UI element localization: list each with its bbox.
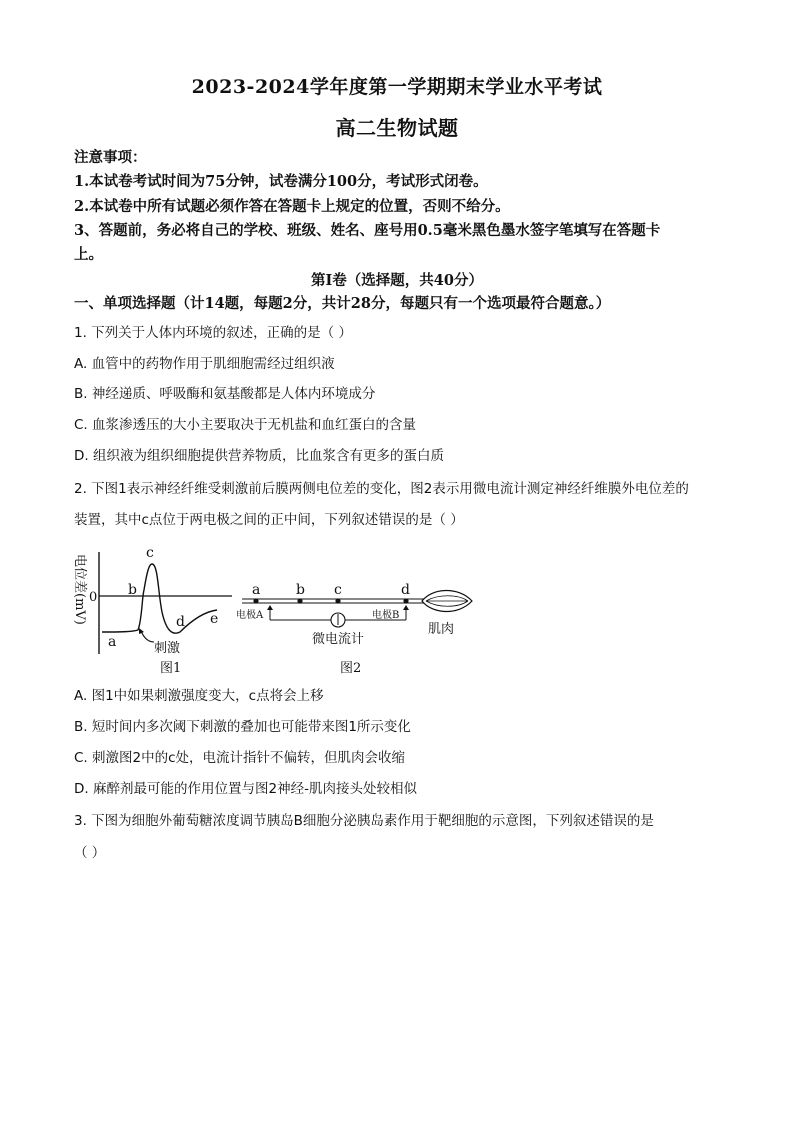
notice-heading: 注意事项：	[74, 149, 147, 166]
figure-2-electrode-a-arrow	[267, 605, 273, 610]
figure-2-point-d	[403, 598, 408, 603]
subject-title: 高二生物试题	[335, 116, 459, 140]
question-2-option-d: D. 麻醉剂最可能的作用位置与图2神经-肌肉接头处较相似	[74, 781, 417, 797]
notice-item-2: 2.本试卷中所有试题必须作答在答题卡上规定的位置，否则不给分。	[74, 198, 510, 215]
figure-2-caption: 图2	[340, 661, 362, 676]
figure-2-muscle-label: 肌肉	[428, 622, 455, 637]
figure-1-label-b: b	[128, 582, 137, 598]
figure-2-electrode-b-arrow	[403, 605, 409, 610]
figure-2	[236, 580, 476, 680]
figure-1-potential-curve	[102, 564, 217, 633]
question-2-stem-line-2: 装置，其中c点位于两电极之间的正中间，下列叙述错误的是（ ）	[74, 512, 464, 528]
figure-2-point-b	[297, 598, 302, 603]
figure-2-electrode-b-label: 电极B	[372, 610, 400, 621]
figure-1	[62, 542, 242, 680]
question-1-option-a: A. 血管中的药物作用于肌细胞需经过组织液	[74, 356, 335, 372]
figure-2-point-a	[253, 598, 258, 603]
figure-1-zero-label: 0	[89, 590, 98, 605]
question-3-stem-line-2: （ ）	[74, 845, 106, 861]
question-1-stem: 1. 下列关于人体内环境的叙述，正确的是（ ）	[74, 325, 352, 341]
figure-1-label-e: e	[210, 611, 219, 627]
question-1-option-b: B. 神经递质、呼吸酶和氨基酸都是人体内环境成分	[74, 386, 376, 402]
question-2-option-b: B. 短时间内多次阈下刺激的叠加也可能带来图1所示变化	[74, 719, 411, 735]
figure-1-stimulus-arrow	[141, 631, 154, 642]
notice-item-3-line-1: 3、答题前，务必将自己的学校、班级、姓名、座号用0.5毫米黑色墨水签字笔填写在答题卡	[74, 222, 661, 239]
figure-2-label-c: c	[334, 582, 342, 598]
part-heading: 一、单项选择题（计14题，每题2分，共计28分，每题只有一个选项最符合题意。）	[74, 295, 611, 312]
volume-title: 第I卷（选择题，共40分）	[311, 272, 483, 289]
figure-2-label-a: a	[252, 582, 261, 598]
figure-1-label-d: d	[176, 614, 185, 630]
question-3-stem-line-1: 3. 下图为细胞外葡萄糖浓度调节胰岛B细胞分泌胰岛素作用于靶细胞的示意图，下列叙述错误的是	[74, 813, 654, 829]
figure-1-caption: 图1	[160, 661, 182, 676]
question-1-option-d: D. 组织液为组织细胞提供营养物质，比血浆含有更多的蛋白质	[74, 448, 444, 464]
figure-1-label-a: a	[108, 634, 117, 650]
notice-item-3-line-2: 上。	[74, 246, 103, 263]
figure-2-point-c	[335, 598, 340, 603]
question-1-option-c: C. 血浆渗透压的大小主要取决于无机盐和血红蛋白的含量	[74, 417, 417, 433]
figure-2-electrode-a-label: 电极A	[236, 610, 264, 621]
figure-2-label-d: d	[401, 582, 410, 598]
figure-2-label-b: b	[296, 582, 305, 598]
figure-1-ylabel: 电位差(mV)	[72, 554, 87, 625]
exam-title: 2023-2024学年度第一学期期末学业水平考试	[191, 76, 603, 98]
question-2-option-a: A. 图1中如果刺激强度变大，c点将会上移	[74, 688, 324, 704]
figure-1-stimulus-label: 刺激	[154, 641, 181, 656]
question-2-option-c: C. 刺激图2中的c处，电流计指针不偏转，但肌肉会收缩	[74, 750, 406, 766]
question-2-stem-line-1: 2. 下图1表示神经纤维受刺激前后膜两侧电位差的变化，图2表示用微电流计测定神经纤维膜外电位差的	[74, 481, 689, 497]
notice-item-1: 1.本试卷考试时间为75分钟，试卷满分100分，考试形式闭卷。	[74, 173, 488, 190]
figure-1-label-c: c	[146, 545, 154, 561]
figure-2-meter-label: 微电流计	[312, 632, 365, 647]
